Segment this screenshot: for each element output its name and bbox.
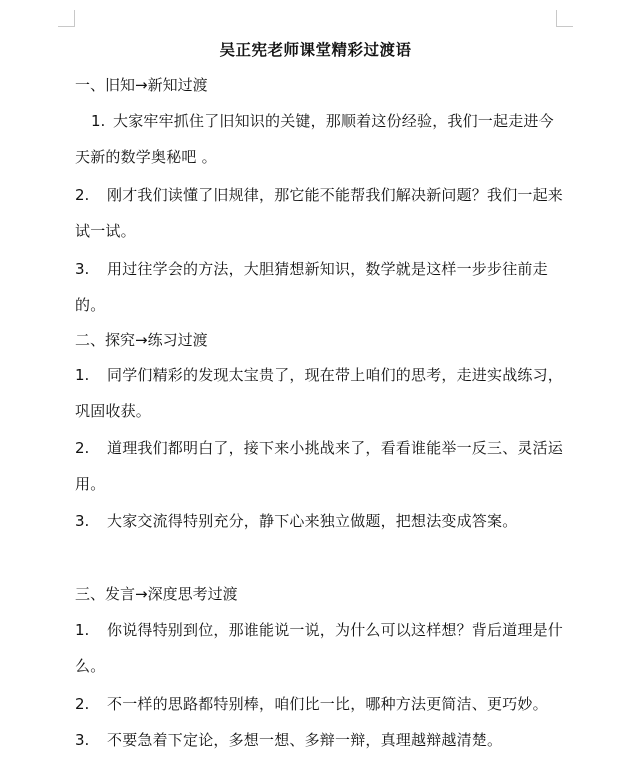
- section-2-item-3: [75, 503, 565, 539]
- section-heading-3: 三、发言→深度思考过渡: [75, 585, 238, 603]
- item-text: 用过往学会的方法，大胆猜想新知识，数学就是这样一步步往前走的。: [75, 260, 548, 314]
- item-number: 3.: [75, 731, 90, 749]
- crop-mark-top-right: [556, 10, 573, 27]
- crop-mark-top-left: [58, 10, 75, 27]
- document-title: 吴正宪老师课堂精彩过渡语: [219, 41, 412, 59]
- item-text: 不一样的思路都特别棒，咱们比一比，哪种方法更简洁、更巧妙。: [107, 695, 548, 713]
- section-2-item-1: [75, 357, 565, 429]
- item-text: 不要急着下定论，多想一想、多辩一辩，真理越辩越清楚。: [107, 731, 503, 749]
- section-heading-1: 一、旧知→新知过渡: [75, 76, 208, 94]
- item-number: 3.: [75, 512, 90, 530]
- item-number: 1.: [75, 621, 90, 639]
- item-text: 大家牢牢抓住了旧知识的关键，那顺着这份经验，我们一起走进今天新的数学奥秘吧 。: [75, 112, 554, 166]
- item-text: 大家交流得特别充分，静下心来独立做题，把想法变成答案。: [107, 512, 518, 530]
- item-number: 1.: [75, 366, 90, 384]
- section-1-item-1: [75, 103, 565, 175]
- section-1-item-3: [75, 251, 565, 323]
- item-text: 刚才我们读懂了旧规律，那它能不能帮我们解决新问题？我们一起来试一试。: [75, 186, 564, 240]
- item-text: 道理我们都明白了，接下来小挑战来了，看看谁能举一反三、灵活运用。: [75, 439, 564, 493]
- section-3-item-3: [75, 722, 565, 758]
- section-3-item-2: [75, 686, 565, 722]
- item-number: 2.: [75, 439, 90, 457]
- section-1-item-2: [75, 177, 565, 249]
- item-text: 同学们精彩的发现太宝贵了，现在带上咱们的思考，走进实战练习，巩固收获。: [75, 366, 564, 420]
- section-3-item-1: [75, 612, 565, 684]
- section-heading-2: 二、探究→练习过渡: [75, 331, 208, 349]
- item-number: 2.: [75, 186, 90, 204]
- section-2-item-2: [75, 430, 565, 502]
- item-number: 3.: [75, 260, 90, 278]
- item-number: 1.: [91, 112, 106, 130]
- item-number: 2.: [75, 695, 90, 713]
- item-text: 你说得特别到位，那谁能说一说，为什么可以这样想？背后道理是什么。: [75, 621, 564, 675]
